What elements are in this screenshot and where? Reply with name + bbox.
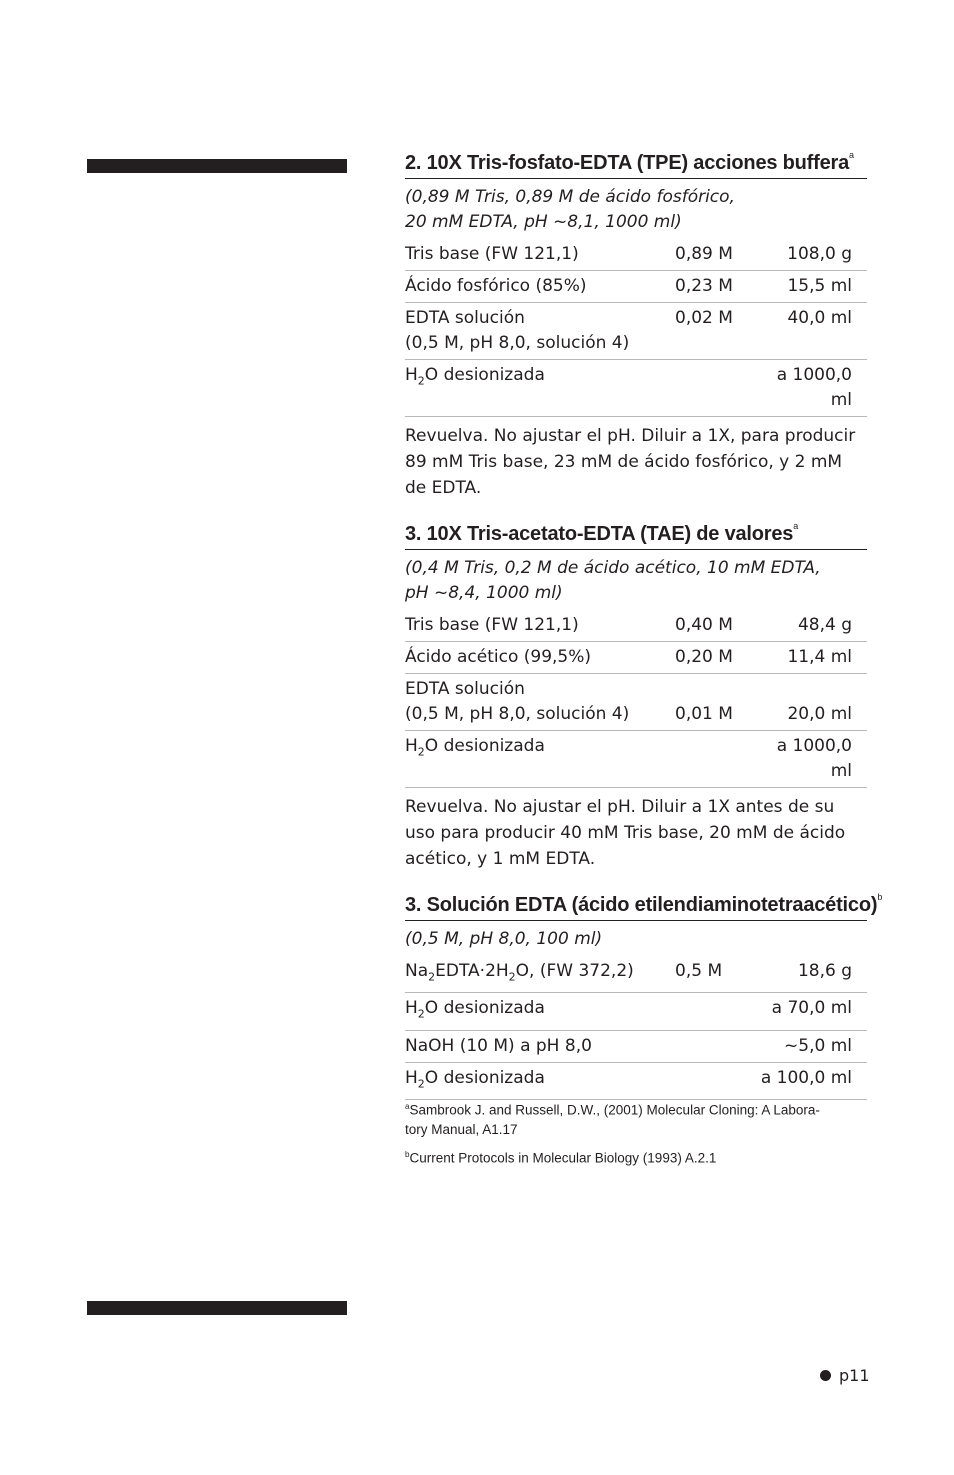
section-note: Revuelva. No ajustar el pH. Diluir a 1X, para producir 89 mM Tris base, 23 mM de ácido fosfórico, y 2 mM de EDTA. bbox=[405, 426, 856, 498]
page-number: p11 bbox=[820, 1366, 870, 1385]
section-heading: 3. 10X Tris-acetato-EDTA (TAE) de valores$^a$ bbox=[405, 523, 867, 550]
section-tpe bbox=[405, 152, 867, 501]
section-tae bbox=[405, 523, 867, 872]
decorative-bar-bottom bbox=[87, 1301, 347, 1315]
bullet-icon bbox=[820, 1370, 831, 1381]
table-row: $H_2O$ desionizada a 70,0 ml bbox=[405, 993, 867, 1030]
decorative-bar-top bbox=[87, 159, 347, 173]
table-row: Ácido fosfórico (85%) 0,23 M 15,5 ml bbox=[405, 271, 867, 303]
footnotes bbox=[405, 1097, 867, 1167]
footnote-b: $^b$Current Protocols in Molecular Biology (1993) A.2.1 bbox=[405, 1149, 717, 1165]
section-heading: 2. 10X Tris-fosfato-EDTA (TPE) acciones buffera$^a$ bbox=[405, 152, 867, 179]
table-row: Tris base (FW 121,1) 0,40 M 48,4 g bbox=[405, 610, 867, 642]
table-row: NaOH (10 M) a pH 8,0 ~5,0 ml bbox=[405, 1031, 867, 1063]
table-row: $H_2O$ desionizada a 1000,0 ml bbox=[405, 360, 867, 417]
table-row: EDTA solución (0,5 M, pH 8,0, solución 4) 0,01 M 20,0 ml bbox=[405, 674, 867, 731]
section-subtitle: (0,5 M, pH 8,0, 100 ml) bbox=[405, 929, 603, 949]
footnote-a: $^a$Sambrook J. and Russell, D.W., (2001) Molecular Cloning: A Labora- tory Manual, A1.17 bbox=[405, 1102, 820, 1137]
section-heading: 3. Solución EDTA (ácido etilendiaminotetraacético)$^b$ bbox=[405, 894, 867, 921]
table-row: $H_2O$ desionizada a 1000,0 ml bbox=[405, 731, 867, 788]
table-row: Ácido acético (99,5%) 0,20 M 11,4 ml bbox=[405, 642, 867, 674]
table-row: Tris base (FW 121,1) 0,89 M 108,0 g bbox=[405, 239, 867, 271]
table-row: EDTA solución (0,5 M, pH 8,0, solución 4) 0,02 M 40,0 ml bbox=[405, 303, 867, 360]
section-subtitle: (0,89 M Tris, 0,89 M de ácido fosfórico, 20 mM EDTA, pH ~8,1, 1000 ml) bbox=[405, 187, 735, 232]
table-row: $Na_2EDTA\cdot 2H_2O$, (FW 372,2) 0,5 M 18,6 g bbox=[405, 956, 867, 993]
section-edta bbox=[405, 892, 883, 1100]
table-row: $H_2O$ desionizada a 100,0 ml bbox=[405, 1063, 867, 1100]
section-note: Revuelva. No ajustar el pH. Diluir a 1X antes de su uso para producir 40 mM Tris base, 20 mM de ácido acético, y 1 mM EDTA. bbox=[405, 797, 846, 869]
section-subtitle: (0,4 M Tris, 0,2 M de ácido acético, 10 mM EDTA, pH ~8,4, 1000 ml) bbox=[405, 558, 821, 603]
